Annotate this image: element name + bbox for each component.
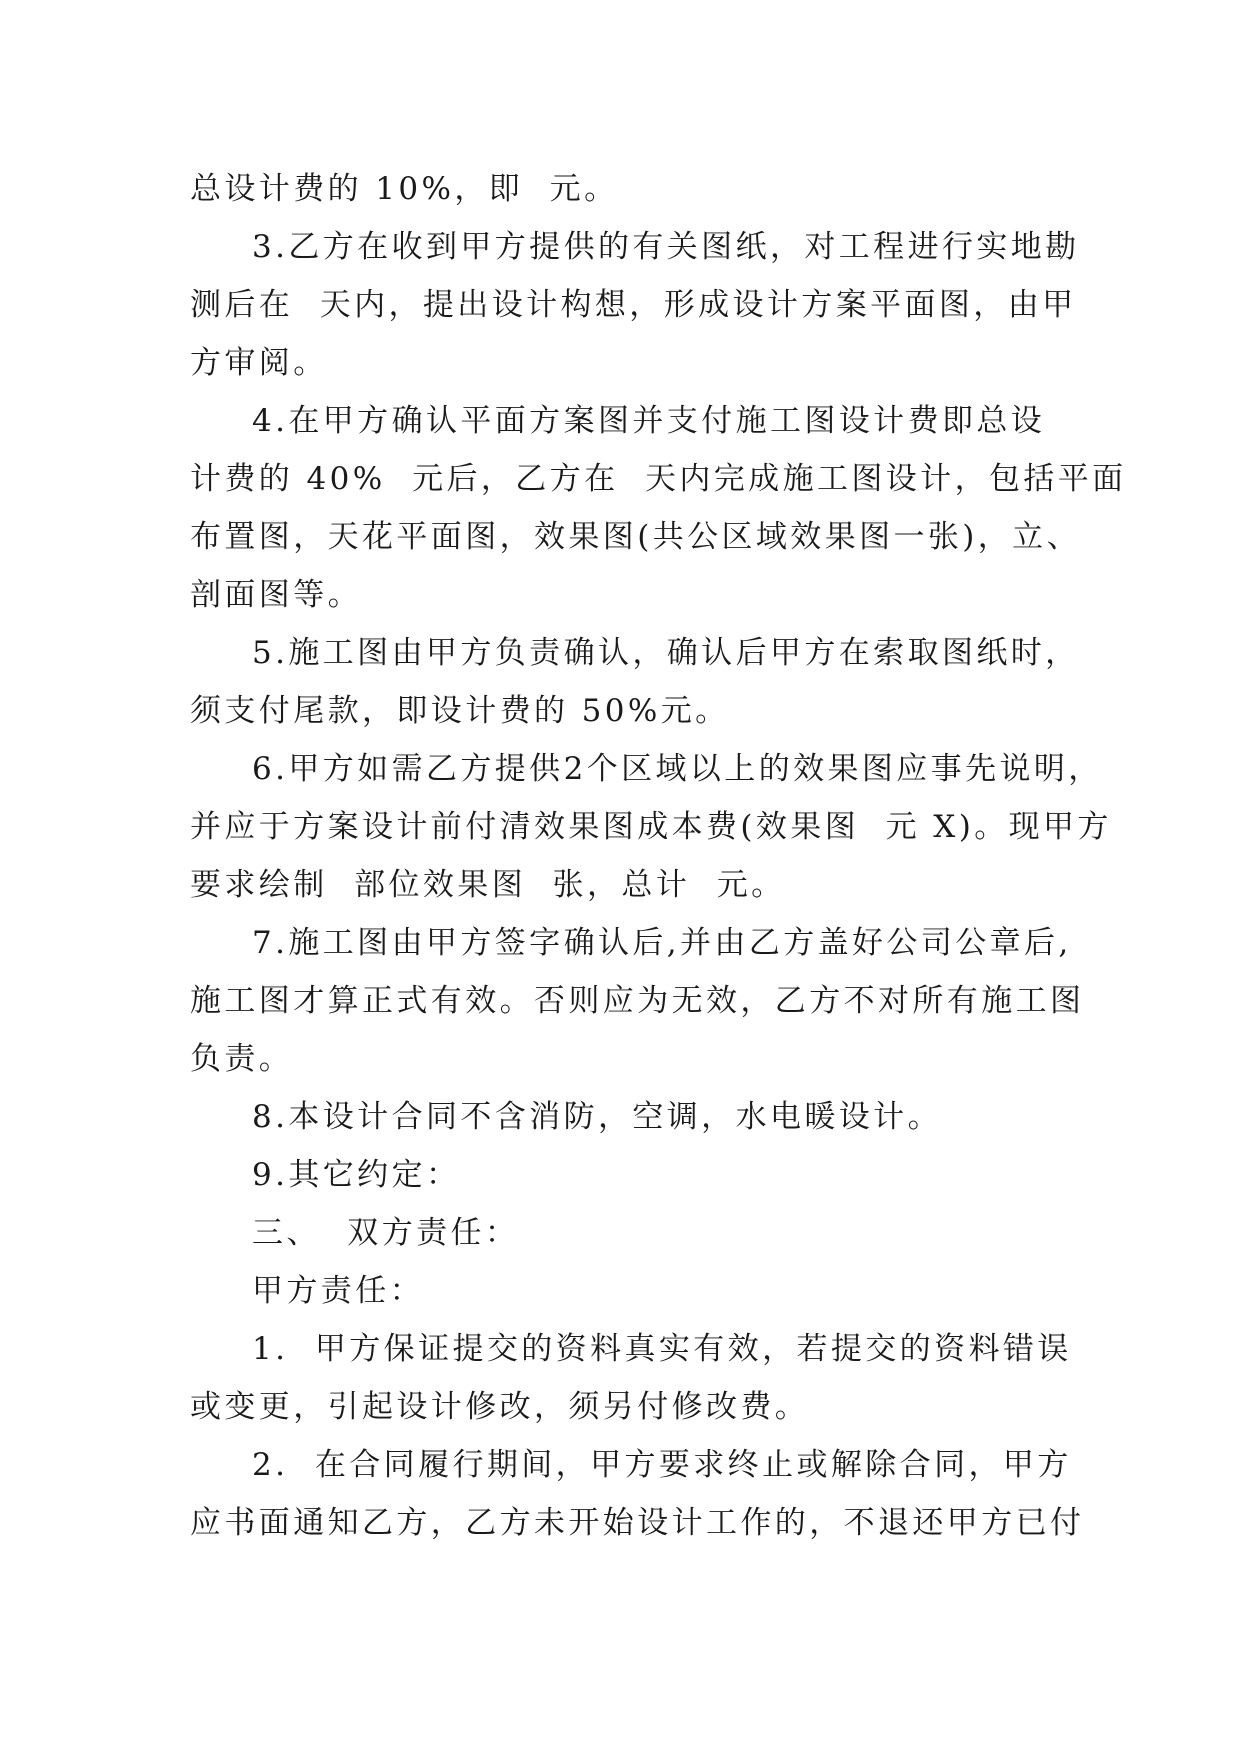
text-line: 须支付尾款，即设计费的 50%元。 bbox=[190, 693, 730, 729]
text-line: 施工图才算正式有效。否则应为无效，乙方不对所有施工图 bbox=[190, 983, 1085, 1019]
text-line: 计费的 40% 元后，乙方在 天内完成施工图设计，包括平面 bbox=[190, 461, 1127, 497]
text-line: 方审阅。 bbox=[190, 345, 328, 381]
text-line: 9.其它约定： bbox=[252, 1157, 461, 1193]
text-line: 2. 在合同履行期间，甲方要求终止或解除合同，甲方 bbox=[252, 1447, 1072, 1483]
text-line: 并应于方案设计前付清效果图成本费(效果图 元 X)。现甲方 bbox=[190, 809, 1112, 845]
text-line: 8.本设计合同不含消防，空调，水电暖设计。 bbox=[252, 1099, 942, 1135]
text-line: 应书面通知乙方，乙方未开始设计工作的，不退还甲方已付 bbox=[190, 1505, 1085, 1541]
text-line: 1. 甲方保证提交的资料真实有效，若提交的资料错误 bbox=[252, 1331, 1072, 1367]
text-line: 6.甲方如需乙方提供2个区域以上的效果图应事先说明， bbox=[252, 751, 1103, 787]
text-line: 测后在 天内，提出设计构想，形成设计方案平面图，由甲 bbox=[190, 287, 1077, 323]
text-line: 负责。 bbox=[190, 1041, 294, 1077]
text-line: 3.乙方在收到甲方提供的有关图纸，对工程进行实地勘 bbox=[252, 229, 1080, 265]
text-line: 布置图，天花平面图，效果图(共公区域效果图一张)，立、 bbox=[190, 519, 1081, 555]
text-line: 4.在甲方确认平面方案图并支付施工图设计费即总设 bbox=[252, 403, 1046, 439]
subsection-heading: 甲方责任： bbox=[252, 1273, 424, 1309]
text-line: 或变更，引起设计修改，须另付修改费。 bbox=[190, 1389, 810, 1425]
text-line: 剖面图等。 bbox=[190, 577, 362, 613]
text-line: 7.施工图由甲方签字确认后,并由乙方盖好公司公章后, bbox=[252, 925, 1072, 961]
text-line: 5.施工图由甲方负责确认，确认后甲方在索取图纸时， bbox=[252, 635, 1080, 671]
text-line: 要求绘制 部位效果图 张，总计 元。 bbox=[190, 867, 786, 903]
document-body bbox=[190, 160, 1127, 1552]
text-line: 总设计费的 10%，即 元。 bbox=[190, 171, 619, 207]
section-heading: 三、 双方责任： bbox=[252, 1215, 520, 1251]
